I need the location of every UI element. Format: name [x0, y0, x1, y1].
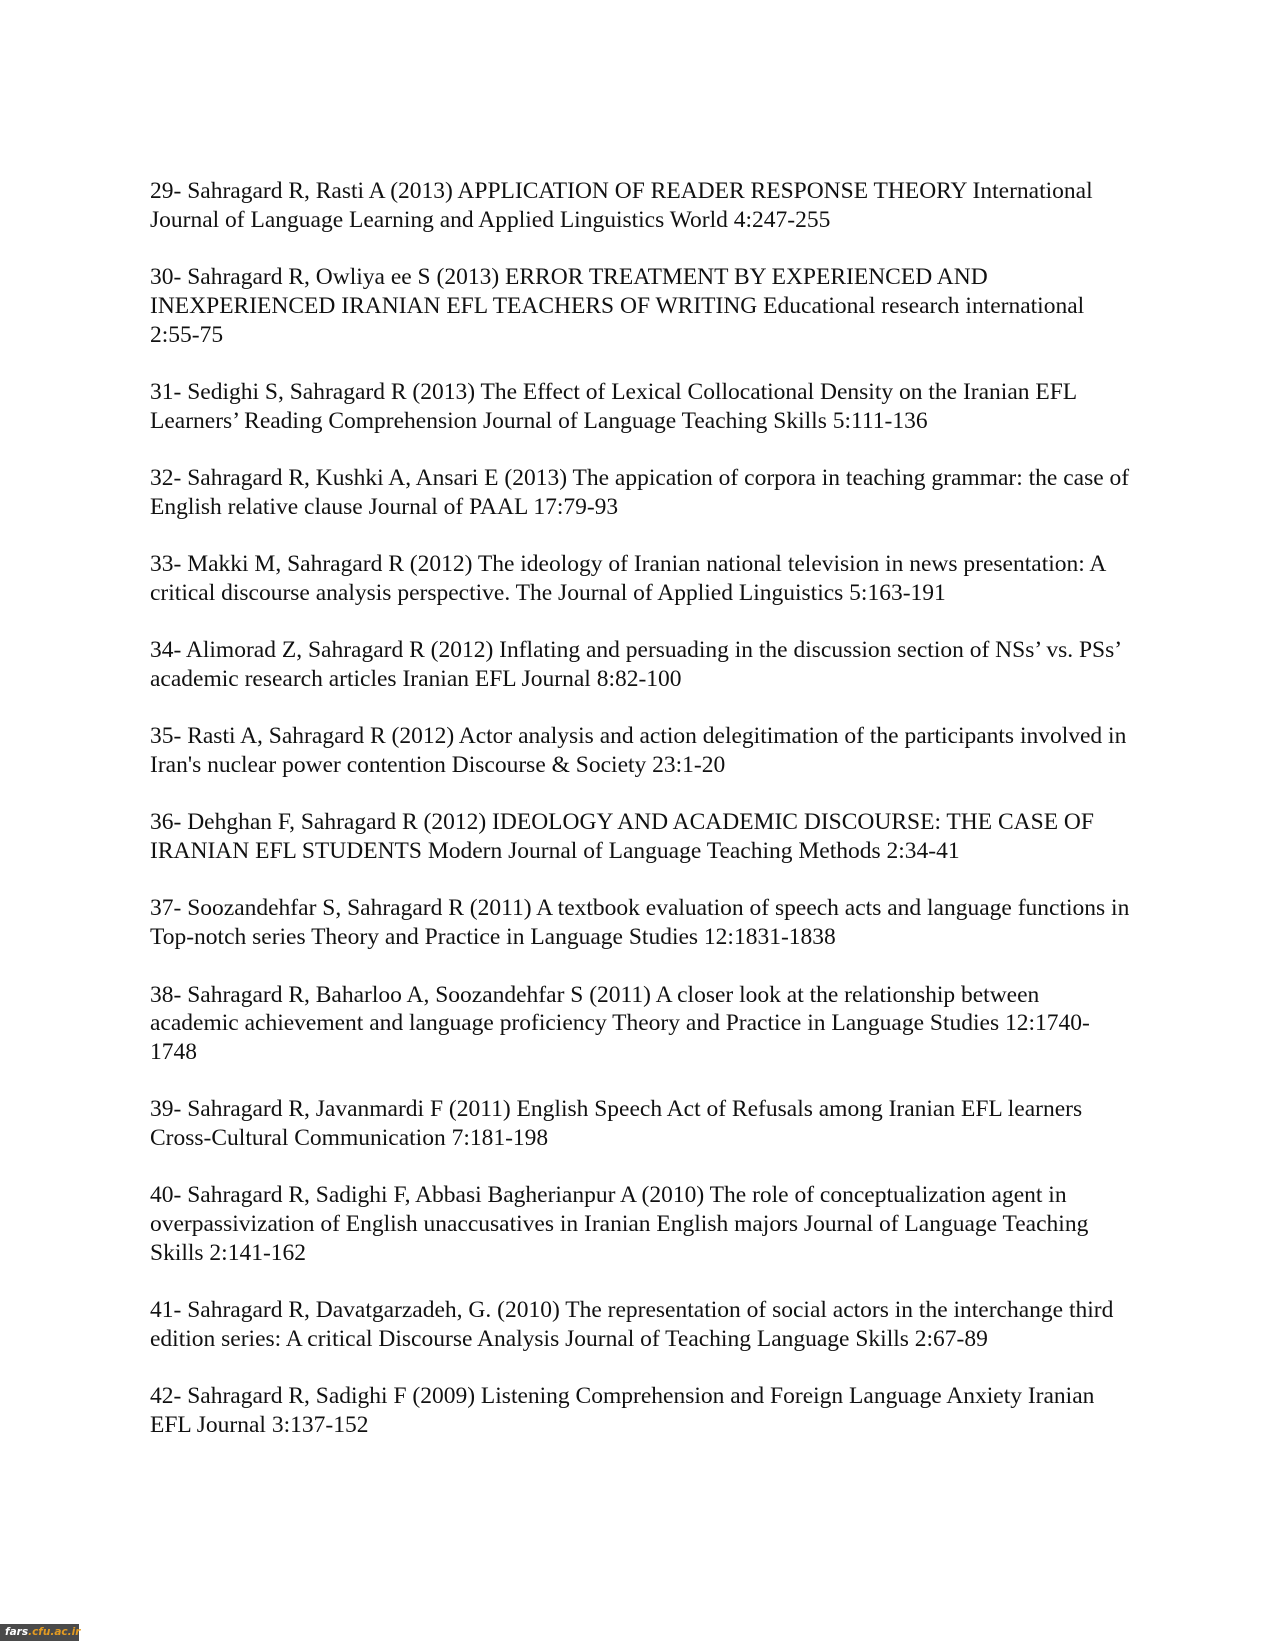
- reference-entry-37: 37- Soozandehfar S, Sahragard R (2011) A textbook evaluation of speech acts and language functions in Top-notch series Theory and Practice in Language Studies 12:1831-1838: [150, 895, 1130, 951]
- reference-entry-32: 32- Sahragard R, Kushki A, Ansari E (2013) The appication of corpora in teaching grammar: the case of English relative clause Journal of PAAL 17:79-93: [150, 464, 1130, 520]
- reference-list: [150, 177, 1130, 1468]
- watermark-text-domain: .cfu.ac.ir: [28, 1626, 81, 1638]
- reference-entry-38: 38- Sahragard R, Baharloo A, Soozandehfar S (2011) A closer look at the relationship between academic achievement and language proficiency Theory and Practice in Language Studies 12:1740-1748: [150, 981, 1090, 1065]
- reference-entry-29: 29- Sahragard R, Rasti A (2013) APPLICATION OF READER RESPONSE THEORY International Journal of Language Learning and Applied Linguistics World 4:247-255: [150, 178, 1093, 233]
- site-watermark-badge: [0, 1624, 79, 1641]
- reference-entry-42: 42- Sahragard R, Sadighi F (2009) Listening Comprehension and Foreign Language Anxiety Iranian EFL Journal 3:137-152: [150, 1383, 1095, 1439]
- reference-entry-39: 39- Sahragard R, Javanmardi F (2011) English Speech Act of Refusals among Iranian EFL learners Cross-Cultural Communication 7:181-198: [150, 1096, 1083, 1152]
- watermark-text-fars: fars: [5, 1626, 29, 1638]
- reference-entry-41: 41- Sahragard R, Davatgarzadeh, G. (2010) The representation of social actors in the interchange third edition series: A critical Discourse Analysis Journal of Teaching Language Skills 2:67-89: [150, 1297, 1114, 1352]
- reference-entry-36: 36- Dehghan F, Sahragard R (2012) IDEOLOGY AND ACADEMIC DISCOURSE: THE CASE OF IRANIAN EFL STUDENTS Modern Journal of Language Teaching Methods 2:34-41: [150, 809, 1094, 865]
- reference-entry-30: 30- Sahragard R, Owliya ee S (2013) ERROR TREATMENT BY EXPERIENCED AND INEXPERIENCED IRANIAN EFL TEACHERS OF WRITING Educational research international 2:55-75: [150, 264, 1085, 348]
- reference-entry-33: 33- Makki M, Sahragard R (2012) The ideology of Iranian national television in news presentation: A critical discourse analysis perspective. The Journal of Applied Linguistics 5:163-191: [150, 551, 1106, 606]
- reference-entry-35: 35- Rasti A, Sahragard R (2012) Actor analysis and action delegitimation of the participants involved in Iran's nuclear power contention Discourse & Society 23:1-20: [150, 723, 1127, 778]
- reference-entry-34: 34- Alimorad Z, Sahragard R (2012) Inflating and persuading in the discussion section of NSs’ vs. PSs’ academic research articles Iranian EFL Journal 8:82-100: [150, 637, 1121, 692]
- reference-entry-31: 31- Sedighi S, Sahragard R (2013) The Effect of Lexical Collocational Density on the Iranian EFL Learners’ Reading Comprehension Journal of Language Teaching Skills 5:111-136: [150, 378, 1077, 434]
- reference-entry-40: 40- Sahragard R, Sadighi F, Abbasi Bagherianpur A (2010) The role of conceptualization agent in overpassivization of English unaccusatives in Iranian English majors Journal of Language Teaching Skills 2:141-162: [150, 1182, 1089, 1266]
